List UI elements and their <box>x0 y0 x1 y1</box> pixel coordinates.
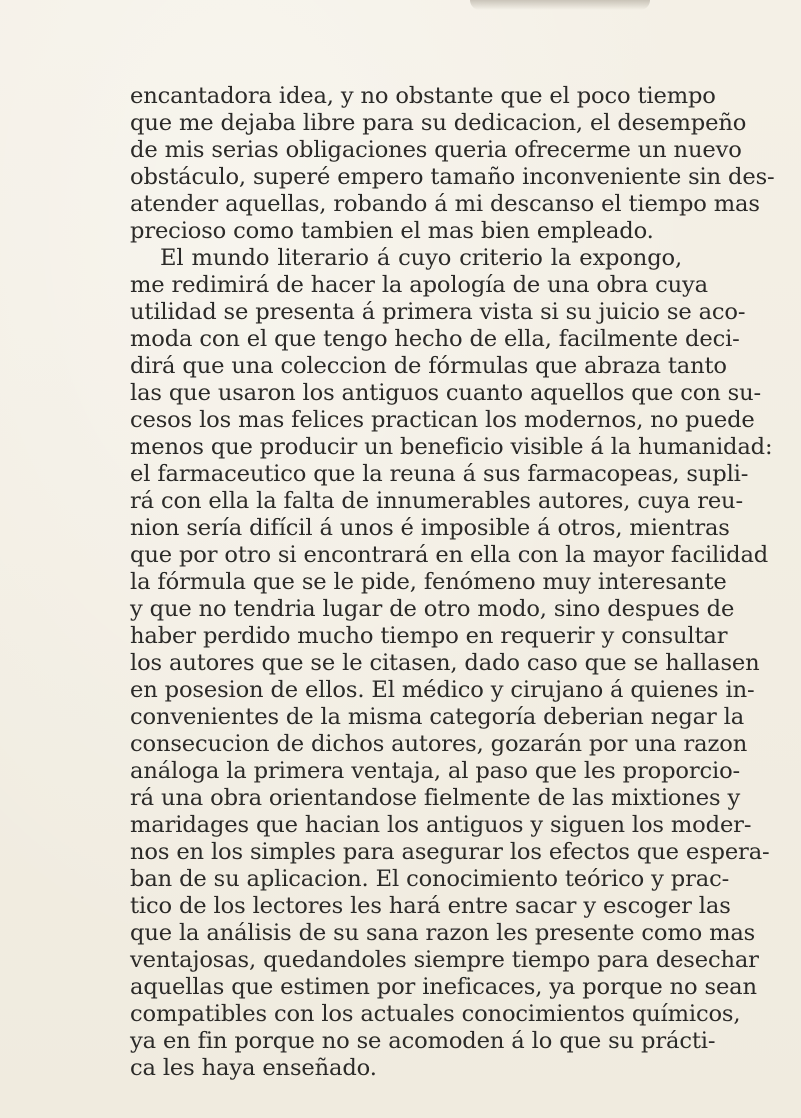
text-line-2: que me dejaba libre para su dedicacion, el desempeño <box>130 110 747 136</box>
text-line-11: dirá que una coleccion de fórmulas que abraza tanto <box>130 353 727 379</box>
text-line-33: ventajosas, quedandoles siempre tiempo para desechar <box>130 947 759 973</box>
text-line-34: aquellas que estimen por ineficaces, ya porque no sean <box>130 974 757 1000</box>
text-line-16: rá con ella la falta de innumerables autores, cuya reu- <box>130 488 743 514</box>
text-line-22: los autores que se le citasen, dado caso que se hallasen <box>130 650 760 676</box>
text-line-17: nion sería difícil á unos é imposible á otros, mientras <box>130 515 730 541</box>
text-line-7: El mundo literario á cuyo criterio la expongo, <box>160 245 682 271</box>
text-line-29: nos en los simples para asegurar los efectos que espera- <box>130 839 770 865</box>
text-line-32: que la análisis de su sana razon les presente como mas <box>130 920 756 946</box>
text-line-12: las que usaron los antiguos cuanto aquellos que con su- <box>130 380 761 406</box>
text-line-8: me redimirá de hacer la apología de una obra cuya <box>130 272 708 298</box>
text-line-6: precioso como tambien el mas bien empleado. <box>130 218 654 244</box>
text-line-37: ca les haya enseñado. <box>130 1055 377 1081</box>
text-line-5: atender aquellas, robando á mi descanso el tiempo mas <box>130 191 760 217</box>
text-line-13: cesos los mas felices practican los modernos, no puede <box>130 407 755 433</box>
text-line-27: rá una obra orientandose fielmente de las mixtiones y <box>130 785 741 811</box>
text-line-25: consecucion de dichos autores, gozarán por una razon <box>130 731 748 757</box>
text-line-23: en posesion de ellos. El médico y cirujano á quienes in- <box>130 677 755 703</box>
text-line-19: la fórmula que se le pide, fenómeno muy interesante <box>130 569 727 595</box>
text-line-24: convenientes de la misma categoría deberian negar la <box>130 704 745 730</box>
text-line-28: maridages que hacian los antiguos y siguen los moder- <box>130 812 752 838</box>
text-line-30: ban de su aplicacion. El conocimiento teórico y prac- <box>130 866 730 892</box>
text-line-35: compatibles con los actuales conocimientos químicos, <box>130 1001 741 1027</box>
text-line-14: menos que producir un beneficio visible á la humanidad: <box>130 434 773 460</box>
text-line-26: análoga la primera ventaja, al paso que les proporcio- <box>130 758 741 784</box>
text-line-20: y que no tendria lugar de otro modo, sino despues de <box>130 596 735 622</box>
text-line-3: de mis serias obligaciones queria ofrecerme un nuevo <box>130 137 742 163</box>
text-line-4: obstáculo, superé empero tamaño inconveniente sin des- <box>130 164 775 190</box>
text-line-36: ya en fin porque no se acomoden á lo que su prácti- <box>130 1028 716 1054</box>
text-line-15: el farmaceutico que la reuna á sus farmacopeas, supli- <box>130 461 749 487</box>
text-line-9: utilidad se presenta á primera vista si su juicio se aco- <box>130 299 746 325</box>
text-line-21: haber perdido mucho tiempo en requerir y consultar <box>130 623 728 649</box>
text-line-31: tico de los lectores les hará entre sacar y escoger las <box>130 893 731 919</box>
text-line-10: moda con el que tengo hecho de ella, facilmente deci- <box>130 326 740 352</box>
text-line-18: que por otro si encontrará en ella con la mayor facilidad <box>130 542 769 568</box>
text-line-1: encantadora idea, y no obstante que el poco tiempo <box>130 83 716 109</box>
